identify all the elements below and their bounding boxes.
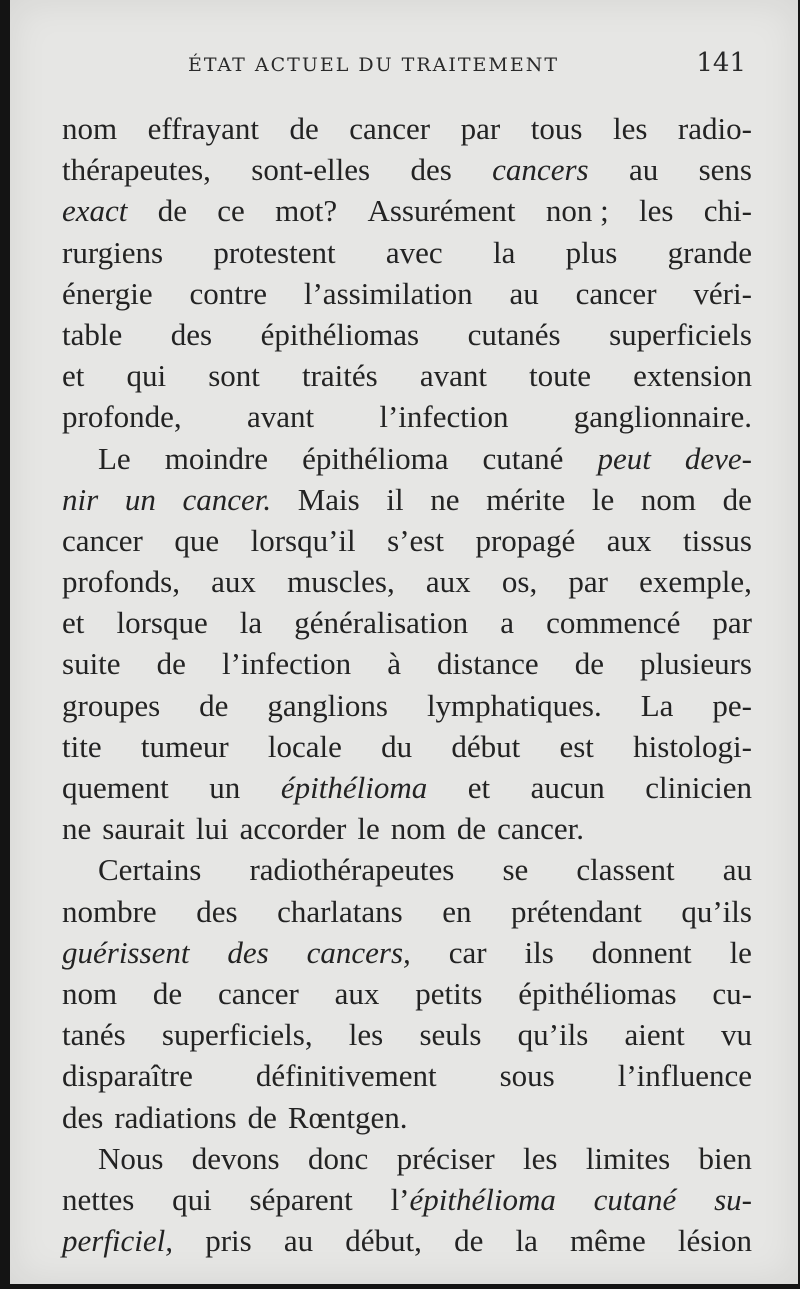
word-gap: [91, 808, 102, 849]
text-line: [62, 1138, 752, 1179]
word: de: [199, 687, 229, 723]
word: sens: [698, 152, 752, 188]
word: qu’ils: [681, 893, 752, 929]
word: tumeur: [140, 728, 229, 764]
word: au: [283, 1223, 314, 1259]
word: l’assimilation: [303, 275, 473, 311]
word-gap: [229, 808, 240, 849]
word: épithéliomas: [518, 975, 677, 1011]
word: tite: [62, 728, 102, 764]
word-gap: [237, 1097, 248, 1138]
text-line: [62, 643, 752, 684]
text-line: [62, 479, 752, 520]
text-line: [62, 561, 752, 602]
word: radiothérapeutes: [249, 852, 455, 888]
word: des: [227, 934, 269, 970]
text-line: [62, 891, 752, 932]
word: les: [348, 1017, 384, 1053]
word: non ;: [545, 193, 609, 229]
word: extension: [633, 358, 752, 394]
word: avant: [246, 399, 315, 435]
word: même: [570, 1223, 646, 1259]
text-line: [62, 685, 752, 726]
word: effrayant: [147, 111, 259, 146]
word: car: [448, 934, 487, 970]
word: chi-: [703, 193, 752, 229]
word-gap: [103, 1097, 114, 1138]
word: Rœntgen.: [287, 1099, 408, 1135]
word: de: [722, 481, 752, 517]
word: ne: [62, 811, 92, 847]
word: a: [500, 605, 514, 641]
word: nir: [62, 481, 99, 517]
word: cancer: [349, 111, 431, 146]
word: devons: [191, 1140, 280, 1176]
word: l’épithélioma: [391, 1179, 556, 1220]
word: de: [289, 111, 319, 146]
word: séparent: [249, 1181, 353, 1217]
word: exact: [62, 193, 128, 229]
text-line: [62, 520, 752, 561]
word: et: [467, 770, 491, 805]
word: aucun: [530, 770, 605, 805]
word: les: [639, 193, 674, 229]
word: exemple,: [639, 564, 752, 600]
book-page: [10, 0, 798, 1284]
word: énergie: [62, 275, 153, 311]
word: seuls: [419, 1017, 482, 1053]
word: Assurément: [367, 193, 516, 229]
word: deve-: [684, 440, 752, 476]
word: aux: [334, 975, 380, 1011]
word: à: [387, 646, 401, 682]
word: aient: [624, 1017, 685, 1053]
word-gap: [446, 808, 457, 849]
word: est: [559, 728, 594, 764]
word: par: [568, 564, 608, 600]
word: avant: [419, 358, 487, 394]
word: lymphatiques.: [426, 687, 602, 723]
word: histologi-: [633, 728, 752, 764]
word: qu’ils: [517, 1017, 589, 1053]
word: su-: [714, 1181, 752, 1217]
word: le: [729, 934, 752, 970]
word: généralisation: [294, 605, 469, 641]
word: préciser: [396, 1140, 495, 1176]
word: cancer.: [182, 481, 272, 517]
word: distance: [437, 646, 539, 682]
word: cancer.: [497, 811, 584, 847]
word: ce: [217, 193, 245, 229]
word: au: [509, 275, 539, 311]
word: sous: [499, 1058, 555, 1094]
word: cancer: [217, 975, 299, 1011]
word: le: [591, 481, 615, 517]
word: nom: [390, 811, 446, 847]
word: bien: [698, 1140, 752, 1176]
word: cu-: [712, 975, 752, 1011]
word: muscles,: [287, 564, 395, 600]
word-gap: [346, 808, 357, 849]
word: au: [628, 152, 659, 188]
word: profonds,: [62, 564, 180, 600]
word: du: [381, 728, 413, 764]
word: groupes: [62, 687, 161, 723]
text-line: [62, 190, 752, 231]
word: des: [170, 316, 213, 352]
word: commencé: [546, 605, 681, 641]
word: l’influence: [617, 1058, 752, 1094]
word: saurait: [102, 811, 185, 847]
word: lésion: [677, 1223, 752, 1259]
word: locale: [267, 728, 342, 764]
word: la: [492, 234, 516, 270]
text-line: [62, 1220, 752, 1261]
word: lui: [195, 811, 229, 847]
word: début: [451, 728, 521, 764]
word: les: [612, 111, 648, 146]
word: tanés: [62, 1017, 126, 1053]
text-line: [62, 273, 752, 314]
word: cancer: [575, 275, 657, 311]
word: table: [62, 316, 123, 352]
word: avec: [385, 234, 443, 270]
word: donc: [307, 1140, 369, 1176]
word: grande: [667, 234, 752, 270]
word: nombre: [62, 893, 157, 929]
word: prétendant: [511, 893, 642, 929]
word: début,: [345, 1223, 422, 1259]
text-line: [62, 396, 752, 437]
word: que: [174, 522, 220, 558]
word: le: [357, 811, 380, 847]
word: pris: [205, 1223, 252, 1259]
word: tissus: [683, 522, 752, 558]
word: aux: [606, 522, 652, 558]
word: charlatans: [277, 893, 403, 929]
word: clinicien: [645, 770, 752, 805]
word: et: [62, 358, 85, 394]
text-line: [62, 1014, 752, 1055]
word: sont: [208, 358, 260, 394]
word: s’est: [387, 522, 444, 558]
word: un: [124, 481, 156, 517]
word: guérissent: [62, 934, 190, 970]
word: radio-: [677, 111, 752, 146]
word: des: [196, 893, 238, 929]
text-line: [62, 108, 752, 149]
word: Certains: [98, 852, 202, 888]
word: accorder: [239, 811, 347, 847]
word: définitivement: [255, 1058, 437, 1094]
word: contre: [189, 275, 267, 311]
word: petits: [415, 975, 483, 1011]
word: cancers,: [306, 934, 411, 970]
text-line: [62, 1179, 752, 1220]
body-text: [62, 108, 752, 1261]
word: vu: [720, 1017, 752, 1053]
word: épithéliomas: [260, 316, 420, 352]
word: superficiels: [609, 316, 752, 352]
word: cutané: [593, 1181, 677, 1217]
word: superficiels,: [161, 1017, 313, 1053]
word: des: [62, 1099, 104, 1135]
word: véri-: [693, 275, 752, 311]
word: ils: [524, 934, 554, 970]
word: de: [152, 975, 183, 1011]
word: l’infection: [221, 646, 352, 682]
text-line: [62, 149, 752, 190]
word: se: [502, 852, 529, 888]
word-gap: [380, 808, 391, 849]
text-line: [62, 973, 752, 1014]
word: en: [442, 893, 472, 929]
word: il: [386, 481, 404, 517]
word: aux: [211, 564, 256, 600]
word: suite: [62, 646, 121, 682]
word: nettes: [62, 1181, 135, 1217]
text-line: [62, 314, 752, 355]
text-line: [62, 767, 752, 808]
word: traités: [301, 358, 378, 394]
text-line: [62, 232, 752, 273]
word: quement: [62, 770, 169, 805]
word: au: [722, 852, 752, 888]
word: classent: [576, 852, 675, 888]
word: profonde,: [62, 399, 182, 435]
word: la: [515, 1223, 538, 1259]
word: la: [239, 605, 263, 641]
word: Nous: [98, 1140, 164, 1176]
word: lorsqu’il: [250, 522, 356, 558]
word: qui: [126, 358, 167, 394]
word: sont-elles: [251, 152, 371, 188]
word: Mais: [297, 481, 360, 517]
word: de: [247, 1099, 277, 1135]
running-head: ÉTAT ACTUEL DU TRAITEMENT: [188, 54, 560, 76]
text-line: [62, 726, 752, 767]
word: Le: [98, 440, 131, 476]
word: cancer: [62, 522, 143, 558]
word: qui: [172, 1181, 212, 1217]
word: plusieurs: [640, 646, 752, 682]
text-line: [62, 932, 752, 973]
text-line: [62, 602, 752, 643]
word: cutané: [482, 440, 564, 476]
word: de: [454, 1223, 484, 1259]
word: donnent: [591, 934, 692, 970]
word: moindre: [164, 440, 269, 476]
text-line: [62, 808, 752, 849]
word: de: [157, 193, 187, 229]
word: cutanés: [467, 316, 561, 352]
word: tous: [530, 111, 583, 146]
word: thérapeutes,: [62, 152, 211, 188]
text-line: [62, 438, 752, 479]
word: nom: [62, 975, 118, 1011]
word: mot?: [275, 193, 338, 229]
word: os,: [501, 564, 538, 600]
word: par: [460, 111, 501, 146]
word: ne: [430, 481, 460, 517]
word: limites: [585, 1140, 671, 1176]
text-line: [62, 355, 752, 396]
text-line: [62, 1097, 752, 1138]
word-gap: [185, 808, 196, 849]
word: rurgiens: [62, 234, 164, 270]
word: toute: [529, 358, 592, 394]
text-line: [62, 849, 752, 890]
word: plus: [565, 234, 618, 270]
word: et: [62, 605, 85, 641]
word: de: [156, 646, 186, 682]
word: l’infection: [379, 399, 509, 435]
word-gap: [486, 808, 497, 849]
word-gap: [277, 1097, 288, 1138]
word: nom: [640, 481, 697, 517]
page-number: 141: [696, 48, 746, 78]
word: de: [574, 646, 604, 682]
word: propagé: [475, 522, 576, 558]
word: disparaître: [62, 1058, 193, 1094]
word: les: [523, 1140, 558, 1176]
word: radiations: [114, 1099, 237, 1135]
word: La: [640, 687, 674, 723]
word: peut: [597, 440, 651, 476]
word: mérite: [486, 481, 566, 517]
word: perficiel,: [62, 1223, 174, 1259]
word: protestent: [213, 234, 336, 270]
word: épithélioma: [280, 770, 428, 805]
word: aux: [425, 564, 471, 600]
word: ganglions: [267, 687, 388, 723]
word: cancers: [492, 152, 589, 188]
word: lorsque: [116, 605, 208, 641]
word: nom: [62, 111, 118, 146]
word: épithélioma: [302, 440, 449, 476]
text-line: [62, 1055, 752, 1096]
word: des: [410, 152, 452, 188]
word: épithélioma: [409, 1181, 556, 1217]
word: de: [456, 811, 487, 847]
word: un: [209, 770, 241, 805]
word: ganglionnaire.: [573, 399, 752, 435]
word: pe-: [712, 687, 752, 723]
word: par: [712, 605, 752, 641]
